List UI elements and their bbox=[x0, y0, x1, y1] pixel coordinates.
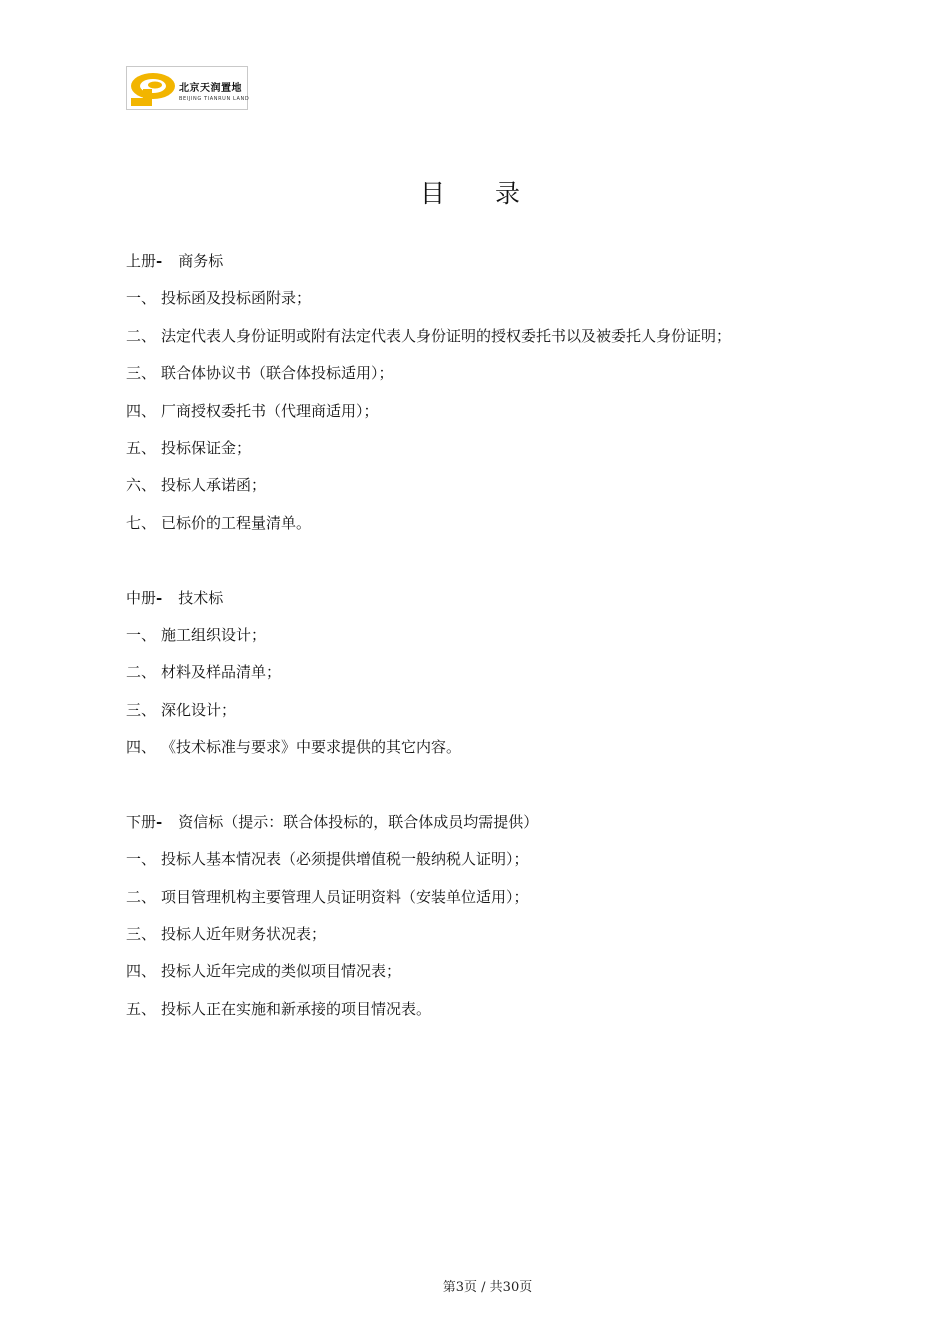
logo-name-cn: 北京天润置地 bbox=[179, 83, 242, 94]
item-number: 一、 bbox=[126, 850, 157, 869]
item-text: 法定代表人身份证明或附有法定代表人身份证明的授权委托书以及被委托人身份证明； bbox=[161, 326, 732, 345]
toc-item bbox=[126, 435, 906, 472]
item-number: 五、 bbox=[126, 438, 157, 457]
item-text: 投标人近年完成的类似项目情况表； bbox=[161, 962, 402, 981]
section-heading-middle bbox=[126, 585, 906, 622]
item-text: 材料及样品清单； bbox=[161, 663, 282, 682]
item-number: 三、 bbox=[126, 925, 157, 944]
toc-item bbox=[126, 285, 906, 322]
toc-item bbox=[126, 921, 906, 958]
toc-item bbox=[126, 958, 906, 995]
volume-separator: - bbox=[156, 812, 163, 831]
item-text: 投标保证金； bbox=[161, 438, 252, 457]
section-gap bbox=[126, 771, 906, 808]
page-footer: 第3页 / 共30页 bbox=[442, 1280, 533, 1295]
item-text: 深化设计； bbox=[161, 700, 237, 719]
item-text: 投标函及投标函附录； bbox=[161, 289, 312, 308]
volume-separator: - bbox=[156, 588, 163, 607]
section-name: 商务标 bbox=[178, 252, 224, 270]
item-number: 一、 bbox=[126, 625, 157, 644]
toc-item bbox=[126, 996, 906, 1033]
volume-separator: - bbox=[156, 252, 163, 270]
item-text: 投标人基本情况表（必须提供增值税一般纳税人证明）； bbox=[161, 850, 529, 869]
toc-item bbox=[126, 734, 906, 771]
item-text: 联合体协议书（联合体投标适用）； bbox=[161, 364, 394, 383]
item-text: 厂商授权委托书（代理商适用）； bbox=[161, 401, 379, 420]
item-text: 投标人近年财务状况表； bbox=[161, 925, 327, 944]
section-name: 技术标 bbox=[178, 588, 224, 607]
item-number: 七、 bbox=[126, 513, 157, 532]
item-text: 项目管理机构主要管理人员证明资料（安装单位适用）； bbox=[161, 887, 529, 906]
volume-label: 中册 bbox=[126, 588, 157, 607]
table-of-contents bbox=[126, 248, 906, 1033]
item-number: 四、 bbox=[126, 962, 157, 981]
item-text: 已标价的工程量清单。 bbox=[161, 513, 312, 532]
toc-item bbox=[126, 510, 906, 547]
page-title: 目录 bbox=[419, 179, 570, 208]
toc-item bbox=[126, 398, 906, 435]
toc-item bbox=[126, 323, 906, 360]
toc-item bbox=[126, 360, 906, 397]
toc-item bbox=[126, 697, 906, 734]
toc-item bbox=[126, 659, 906, 696]
volume-label: 上册 bbox=[126, 252, 157, 270]
item-text: 投标人正在实施和新承接的项目情况表。 bbox=[161, 999, 432, 1018]
item-number: 三、 bbox=[126, 364, 157, 383]
item-number: 二、 bbox=[126, 663, 157, 682]
item-number: 四、 bbox=[126, 401, 157, 420]
logo-emblem-icon bbox=[129, 69, 177, 107]
item-number: 一、 bbox=[126, 289, 157, 308]
section-gap bbox=[126, 547, 906, 584]
toc-item bbox=[126, 846, 906, 883]
toc-item bbox=[126, 884, 906, 921]
section-name: 资信标（提示：联合体投标的，联合体成员均需提供） bbox=[178, 812, 539, 831]
item-text: 《技术标准与要求》中要求提供的其它内容。 bbox=[161, 738, 462, 757]
item-number: 二、 bbox=[126, 326, 157, 345]
item-number: 三、 bbox=[126, 700, 157, 719]
section-heading-upper bbox=[126, 248, 906, 285]
section-heading-lower bbox=[126, 809, 906, 846]
item-number: 四、 bbox=[126, 738, 157, 757]
item-text: 施工组织设计； bbox=[161, 625, 267, 644]
company-logo bbox=[126, 66, 248, 110]
volume-label: 下册 bbox=[126, 812, 157, 831]
item-number: 五、 bbox=[126, 999, 157, 1018]
logo-name-en: BEIJING TIANRUN LAND bbox=[179, 96, 250, 102]
item-number: 二、 bbox=[126, 887, 157, 906]
toc-item bbox=[126, 622, 906, 659]
toc-item bbox=[126, 472, 906, 509]
item-text: 投标人承诺函； bbox=[161, 476, 267, 495]
item-number: 六、 bbox=[126, 476, 157, 495]
